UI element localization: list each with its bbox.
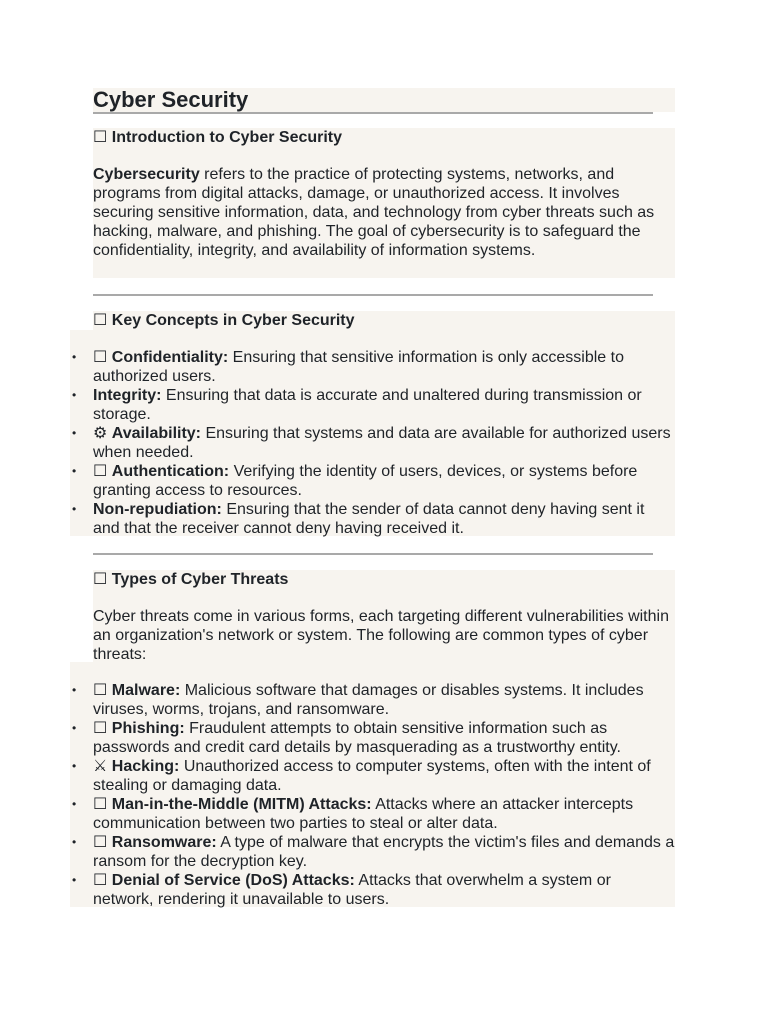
list-item-text: Attacks where an attacker intercepts communication between two parties to steal or alter data. — [93, 796, 634, 832]
list-item — [93, 500, 675, 538]
title-underline — [93, 112, 653, 114]
list-item-label: Malware: — [111, 682, 181, 699]
list-item — [93, 424, 675, 462]
list-item-text: Unauthorized access to computer systems, often with the intent of stealing or damaging data. — [93, 758, 651, 794]
list-item-text: Ensuring that data is accurate and unaltered during transmission or storage. — [93, 387, 642, 423]
gear-icon: ⚙ — [93, 425, 108, 442]
page-title: Cyber Security — [93, 87, 249, 112]
list-item-label: Phishing: — [111, 720, 185, 737]
list-item — [93, 386, 675, 424]
list-item — [93, 757, 675, 795]
threats-list — [93, 681, 675, 909]
checkbox-icon: ☐ — [93, 796, 108, 813]
list-item — [93, 681, 675, 719]
list-item — [93, 795, 675, 833]
list-item-label: Authentication: — [111, 463, 230, 480]
list-item — [93, 871, 675, 909]
intro-paragraph — [93, 165, 675, 260]
crossed-swords-icon: ⚔ — [93, 758, 108, 775]
concepts-heading: ☐ Key Concepts in Cyber Security — [93, 312, 355, 329]
list-item-label: Confidentiality: — [111, 349, 229, 366]
checkbox-icon: ☐ — [93, 834, 108, 851]
list-item-label: Denial of Service (DoS) Attacks: — [111, 872, 355, 889]
section-divider — [93, 294, 653, 296]
list-item-text: Ensuring that systems and data are available for authorized users when needed. — [93, 425, 671, 461]
checkbox-icon: ☐ — [93, 463, 108, 480]
section-divider — [93, 553, 653, 555]
concepts-list — [93, 348, 675, 538]
list-item — [93, 462, 675, 500]
threats-intro-paragraph: Cyber threats come in various forms, each targeting different vulnerabilities within an organization's network or system. The following are common types of cyber threats: — [93, 608, 669, 663]
list-item-text: Ensuring that the sender of data cannot deny having sent it and that the receiver cannot deny having received it. — [93, 501, 645, 537]
threats-heading: ☐ Types of Cyber Threats — [93, 571, 289, 588]
list-item-text: Verifying the identity of users, devices, or systems before granting access to resources. — [93, 463, 638, 499]
intro-heading: ☐ Introduction to Cyber Security — [93, 129, 343, 146]
list-item-text: Ensuring that sensitive information is only accessible to authorized users. — [93, 349, 624, 385]
list-item-label: Hacking: — [111, 758, 180, 775]
checkbox-icon: ☐ — [93, 349, 108, 366]
list-item-text: Fraudulent attempts to obtain sensitive information such as passwords and credit card details by masquerading as a trustworthy entity. — [93, 720, 621, 756]
intro-body-text: refers to the practice of protecting systems, networks, and programs from digital attacks, damage, or unauthorized access. It involves securing sensitive information, data, and technology from cyber threats such as hacking, malware, and phishing. The goal of cybersecurity is to safeguard the confidentiality, integrity, and availability of information systems. — [93, 166, 655, 259]
checkbox-icon: ☐ — [93, 682, 108, 699]
list-item — [93, 833, 675, 871]
checkbox-icon: ☐ — [93, 872, 108, 889]
list-item-label: Integrity: — [93, 387, 162, 404]
list-item — [93, 348, 675, 386]
intro-lead-term: Cybersecurity — [93, 166, 200, 183]
checkbox-icon: ☐ — [93, 720, 108, 737]
list-item-label: Availability: — [111, 425, 202, 442]
list-item-text: Malicious software that damages or disables systems. It includes viruses, worms, trojans, and ransomware. — [93, 682, 644, 718]
list-item-label: Ransomware: — [111, 834, 217, 851]
list-item — [93, 719, 675, 757]
list-item-text: Attacks that overwhelm a system or network, rendering it unavailable to users. — [93, 872, 611, 908]
list-item-label: Man-in-the-Middle (MITM) Attacks: — [111, 796, 372, 813]
list-item-text: A type of malware that encrypts the victim's files and demands a ransom for the decryption key. — [93, 834, 675, 870]
list-item-label: Non-repudiation: — [93, 501, 222, 518]
